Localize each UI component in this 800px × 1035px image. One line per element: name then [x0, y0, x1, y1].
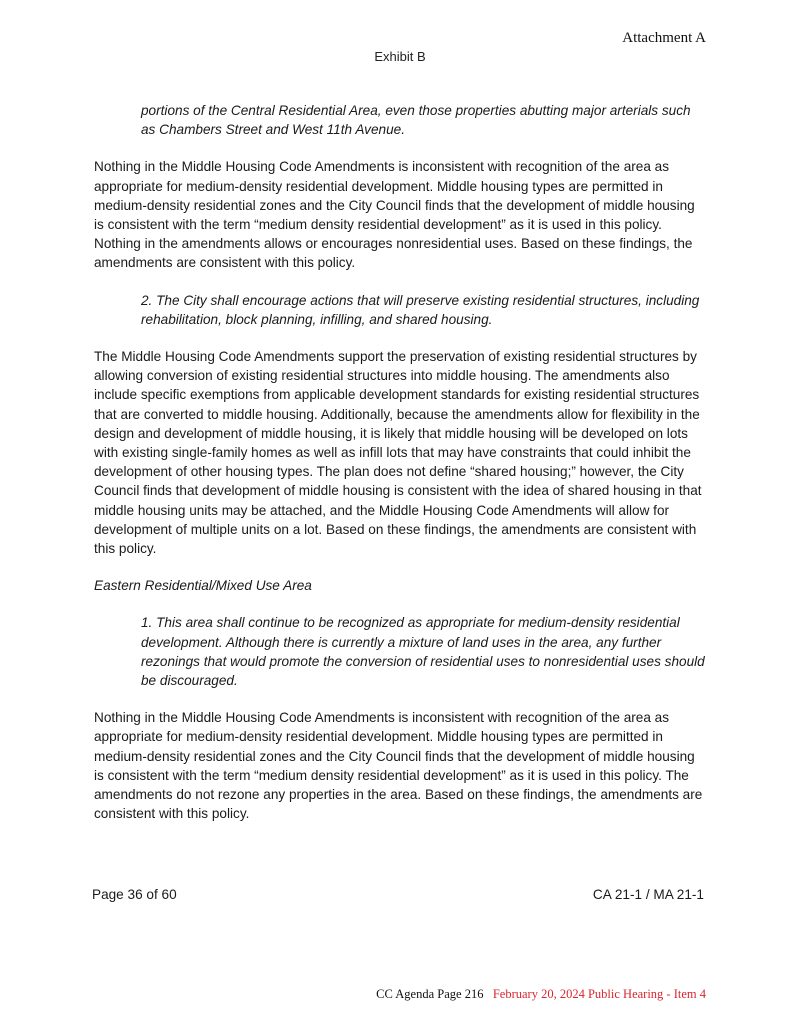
finding-paragraph: The Middle Housing Code Amendments support the preservation of existing residential structures by allowing conversion of existing residential structures into middle housing. The amendments also include specific exemptions from applicable development standards for existing residential structures that are converted to middle housing. Additionally, because the amendments allow for flexibility in the design and development of middle housing, it is likely that middle housing will be developed on lots with existing single-family homes as well as infill lots that may have constraints that could inhibit the development of other housing types. The plan does not define “shared housing;” however, the City Council finds that development of middle housing is consistent with the idea of shared housing in that middle housing units may be attached, and the Middle Housing Code Amendments will allow for development of multiple units on a lot. Based on these findings, the amendments are consistent with this policy.	[94, 349, 702, 557]
agenda-stamp	[376, 987, 706, 1002]
policy-quote-continuation: portions of the Central Residential Area, even those properties abutting major arterials such as Chambers Street and West 11th Avenue.	[141, 103, 691, 138]
finding-paragraph: Nothing in the Middle Housing Code Amendments is inconsistent with recognition of the area as appropriate for medium-density residential development. Middle housing types are permitted in medium-density residential zones and the City Council finds that the development of middle housing is consistent with the term “medium density residential development” as it is used in this policy. Nothing in the amendments allows or encourages nonresidential uses. Based on these findings, the amendments are consistent with this policy.	[94, 159, 695, 271]
page-number: Page 36 of 60	[92, 887, 177, 902]
exhibit-label: Exhibit B	[374, 49, 426, 64]
document-body	[94, 101, 708, 842]
finding-paragraph: Nothing in the Middle Housing Code Amendments is inconsistent with recognition of the area as appropriate for medium-density residential development. Middle housing types are permitted in medium-density residential zones and the City Council finds that the development of middle housing is consistent with the term “medium density residential development” as it is used in this policy. The amendments do not rezone any properties in the area. Based on these findings, the amendments are consistent with this policy.	[94, 710, 703, 822]
agenda-page-label: CC Agenda Page 216	[376, 987, 484, 1001]
section-heading: Eastern Residential/Mixed Use Area	[94, 578, 312, 594]
policy-quote: 1. This area shall continue to be recognized as appropriate for medium-density residential development. Although there is currently a mixture of land uses in the area, any further rezonings that would promote the conversion of residential uses to nonresidential uses should be discouraged.	[141, 615, 705, 689]
policy-quote: 2. The City shall encourage actions that will preserve existing residential structures, including rehabilitation, block planning, infilling, and shared housing.	[141, 292, 700, 327]
case-number: CA 21-1 / MA 21-1	[592, 887, 704, 902]
attachment-label: Attachment A	[622, 30, 706, 46]
hearing-label: February 20, 2024 Public Hearing - Item 4	[492, 987, 706, 1001]
